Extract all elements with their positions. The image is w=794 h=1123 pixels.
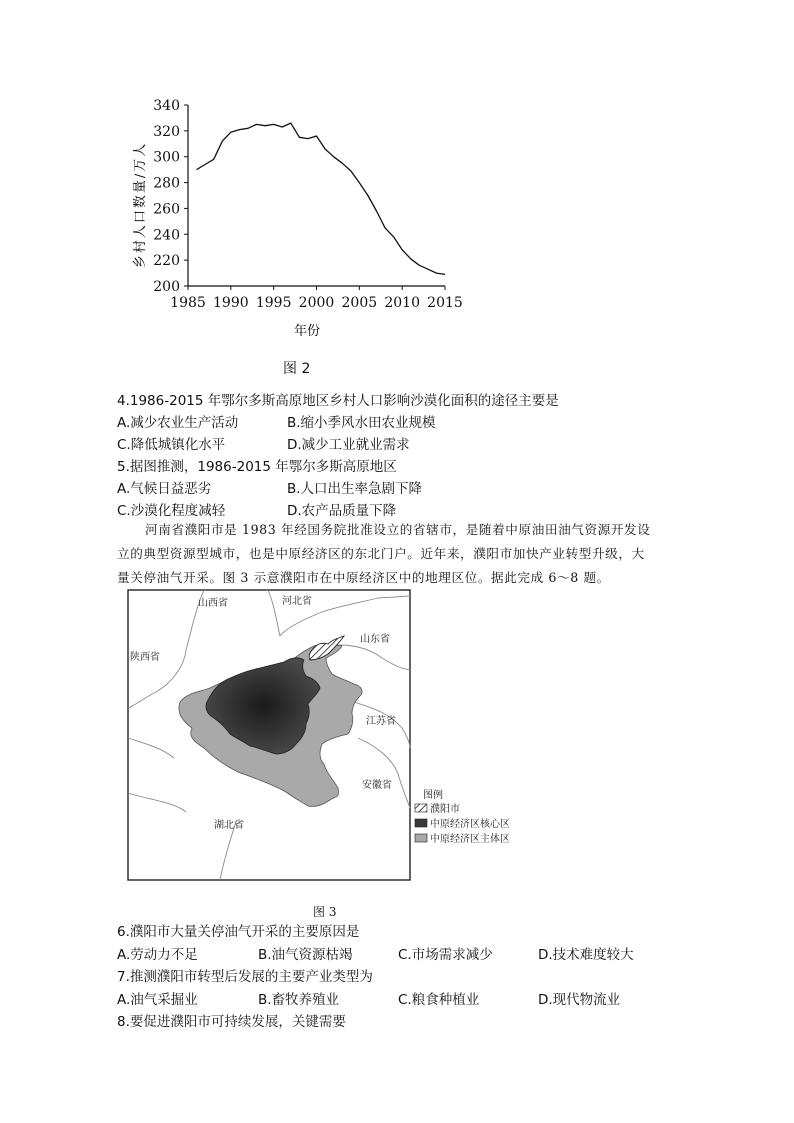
x-tick-label: 2015 bbox=[427, 295, 463, 311]
question-5-option-a[interactable]: A.气候日益恶劣 bbox=[117, 481, 212, 497]
question-5-option-b[interactable]: B.人口出生率急剧下降 bbox=[287, 481, 423, 497]
series-line bbox=[197, 123, 445, 274]
label-jiangsu: 江苏省 bbox=[366, 716, 396, 727]
question-6-option-b[interactable]: B.油气资源枯竭 bbox=[258, 947, 353, 963]
question-7-option-d[interactable]: D.现代物流业 bbox=[538, 992, 621, 1008]
label-hebei: 河北省 bbox=[282, 596, 312, 607]
x-tick-label: 1985 bbox=[170, 295, 206, 311]
y-tick-label: 280 bbox=[153, 175, 180, 192]
label-shandong: 山东省 bbox=[360, 634, 390, 645]
legend-core-swatch bbox=[415, 819, 427, 827]
y-tick-label: 300 bbox=[153, 149, 180, 166]
x-tick-label: 1990 bbox=[213, 295, 249, 311]
y-tick-label: 240 bbox=[153, 227, 180, 244]
question-4-option-c[interactable]: C.降低城镇化水平 bbox=[117, 437, 226, 453]
y-tick-label: 340 bbox=[153, 98, 180, 114]
question-7-option-a[interactable]: A.油气采掘业 bbox=[117, 992, 198, 1008]
y-axis-label: 乡村人口数量/万人 bbox=[133, 141, 148, 269]
y-tick-label: 320 bbox=[153, 123, 180, 140]
figure-3-caption: 图 3 bbox=[313, 905, 337, 919]
question-6-option-d[interactable]: D.技术难度较大 bbox=[538, 947, 634, 963]
legend-core-label: 中原经济区核心区 bbox=[430, 819, 510, 830]
label-anhui: 安徽省 bbox=[362, 780, 392, 791]
x-tick-labels bbox=[170, 286, 463, 311]
question-7-stem: 7.推测濮阳市转型后发展的主要产业类型为 bbox=[117, 969, 373, 985]
passage-line-2: 立的典型资源型城市，也是中原经济区的东北门户。近年来，濮阳市加快产业转型升级，大 bbox=[117, 546, 645, 561]
question-7-option-c[interactable]: C.粮食种植业 bbox=[398, 992, 480, 1008]
x-tick-label: 2005 bbox=[341, 295, 378, 311]
legend-puyang-swatch bbox=[415, 804, 427, 812]
figure-2-caption: 图 2 bbox=[283, 361, 311, 377]
question-4-option-d[interactable]: D.减少工业就业需求 bbox=[287, 437, 410, 453]
y-tick-labels bbox=[153, 98, 188, 295]
question-4-stem: 4.1986-2015 年鄂尔多斯高原地区乡村人口影响沙漠化面积的途径主要是 bbox=[117, 393, 559, 409]
label-shaanxi: 陕西省 bbox=[130, 652, 160, 663]
question-4-option-b[interactable]: B.缩小季风水田农业规模 bbox=[287, 415, 436, 431]
question-4-option-a[interactable]: A.减少农业生产活动 bbox=[117, 415, 239, 431]
question-5-option-d[interactable]: D.农产品质量下降 bbox=[287, 503, 397, 519]
question-5-option-c[interactable]: C.沙漠化程度减轻 bbox=[117, 503, 226, 519]
legend-puyang-label: 濮阳市 bbox=[430, 804, 460, 815]
x-tick-label: 1995 bbox=[255, 295, 292, 311]
passage-line-3: 量关停油气开采。图 3 示意濮阳市在中原经济区中的地理区位。据此完成 6～8 题。 bbox=[117, 570, 610, 585]
question-7-option-b[interactable]: B.畜牧养殖业 bbox=[258, 992, 340, 1008]
zhongyuan-economic-zone-map bbox=[126, 588, 536, 884]
label-hubei: 湖北省 bbox=[214, 820, 244, 831]
question-5-stem: 5.据图推测，1986-2015 年鄂尔多斯高原地区 bbox=[117, 459, 397, 475]
y-tick-label: 200 bbox=[153, 279, 180, 295]
question-6-option-a[interactable]: A.劳动力不足 bbox=[117, 947, 198, 963]
legend-main-swatch bbox=[415, 834, 427, 842]
rural-population-chart bbox=[120, 95, 480, 345]
x-axis-label: 年份 bbox=[293, 324, 321, 339]
question-8-stem: 8.要促进濮阳市可持续发展，关键需要 bbox=[117, 1014, 346, 1030]
question-6-stem: 6.濮阳市大量关停油气开采的主要原因是 bbox=[117, 924, 360, 940]
y-tick-label: 260 bbox=[153, 201, 180, 218]
passage-line-1: 河南省濮阳市是 1983 年经国务院批准设立的省辖市，是随着中原油田油气资源开发设 bbox=[145, 522, 651, 537]
x-tick-label: 2000 bbox=[298, 295, 335, 311]
label-shanxi: 山西省 bbox=[198, 598, 228, 609]
legend-title: 图例 bbox=[423, 790, 443, 801]
legend-main-label: 中原经济区主体区 bbox=[430, 834, 510, 845]
question-6-option-c[interactable]: C.市场需求减少 bbox=[398, 947, 493, 963]
chart-axes bbox=[188, 105, 445, 286]
chart-series bbox=[196, 123, 445, 274]
y-tick-label: 220 bbox=[153, 253, 180, 270]
x-tick-label: 2010 bbox=[384, 295, 420, 311]
map-legend bbox=[415, 788, 510, 845]
